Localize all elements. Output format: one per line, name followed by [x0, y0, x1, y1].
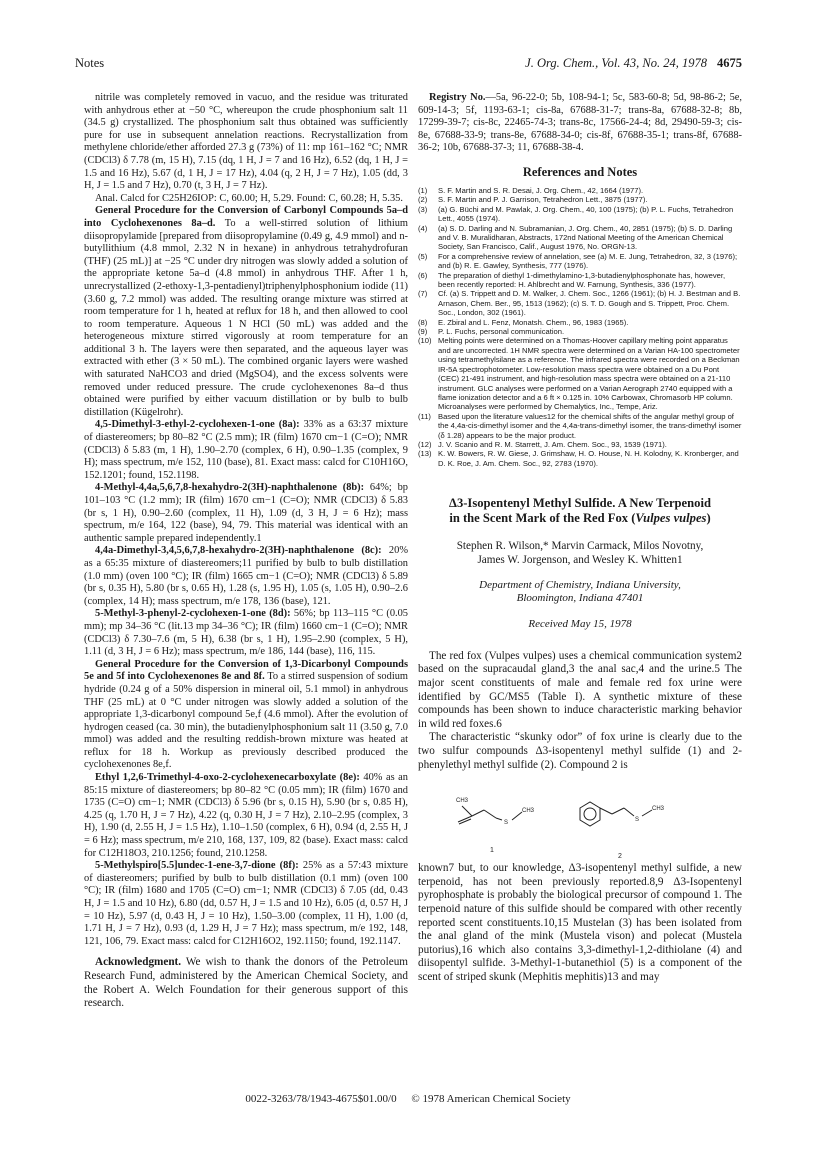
- structure-drawing: [418, 778, 742, 858]
- text-compound-8b: 64%; bp 101–103 °C (1.2 mm); IR (film) 1670 cm−1 (C=O); NMR (CDCl3) δ 5.83 (br s, 1 H), 0.90–2.60 (complex, 11 H), 1.09 (d, 3 H, J = 6 Hz); mass spectrum, m/e 164, 122 (base), 94, 79. This material was identical with an authentic sample prepared independently.1: [84, 482, 408, 544]
- heading-compound-8c: 4,4a-Dimethyl-3,4,5,6,7,8-hexahydro-2(3H)-naphthalenone (8c):: [95, 545, 382, 557]
- reference-text: K. W. Bowers, R. W. Giese, J. Grimshaw, H. O. House, N. H. Kolodny, K. Kronberger, and D. K. Roe, J. Am. Chem. Soc., 92, 2783 (1970).: [438, 449, 739, 468]
- reference-item: [418, 336, 742, 411]
- reference-number: (8): [418, 317, 428, 327]
- reference-number: (10): [418, 336, 432, 346]
- reference-text: Melting points were determined on a Thomas-Hoover capillary melting point apparatus and are uncorrected. 1H NMR spectra were determined on a Varian HA-100 spectrometer using tetramethylsilane as a reference. The infrared spectra were recorded on a Beckman IR-5A spectrophotometer. Low-resolution mass spectra were obtained on a Du Pont (CEC) 21-491 instrument, and high-resolution mass spectra were obtained on a 21-110 instrument. GLC analyses were performed on a Varian Aerograph 2740 equipped with a flame ionization detector and a 6 ft × 0.125 in. 10% Carbowax, Chromasorb HP column. Microanalyses were performed by Chemalytics, Inc., Tempe, Ariz.: [438, 336, 740, 412]
- reference-text: (a) G. Büchi and M. Pawlak, J. Org. Chem., 40, 100 (1975); (b) P. L. Fuchs, Tetrahedron Lett., 4055 (1974).: [438, 204, 734, 224]
- paragraph-compound-8f: [84, 860, 408, 948]
- title-species: Vulpes vulpes: [635, 511, 707, 526]
- reference-text: E. Zbiral and L. Fenz, Monatsh. Chem., 96, 1983 (1965).: [438, 317, 629, 327]
- affiliation-line-1: Department of Chemistry, Indiana University,: [479, 578, 681, 591]
- text-compound-8a: 33% as a 63:37 mixture of diastereomers; bp 80–82 °C (2.5 mm); IR (film) 1670 cm−1 (C=O); NMR (CDCl3) δ 5.83 (m, 1 H), 1.90–2.70 (complex, 6 H), 0.90–1.35 (complex, 9 H); mass spectrum, m/e 152, 110 (base), 81. Exact mass: calcd for C10H16O, 152.1201; found, 152.1198.: [84, 419, 409, 481]
- reference-number: (3): [418, 204, 428, 214]
- reference-number: (4): [418, 223, 428, 233]
- paragraph-general-procedure-dicarbonyl: [84, 659, 408, 772]
- reference-number: (9): [418, 327, 428, 337]
- footer-copyright: © 1978 American Chemical Society: [411, 1093, 571, 1105]
- header-section-label: Notes: [75, 56, 105, 70]
- heading-compound-8e: Ethyl 1,2,6-Trimethyl-4-oxo-2-cyclohexenecarboxylate (8e):: [95, 772, 360, 784]
- heading-acknowledgment: Acknowledgment.: [95, 956, 182, 969]
- heading-compound-8d: 5-Methyl-3-phenyl-2-cyclohexen-1-one (8d):: [95, 608, 291, 620]
- text-general-procedure-carbonyl: To a well-stirred solution of lithium diisopropylamide [prepared from diisopropylamine (0.49 g, 4.9 mmol) and n-butyllithium (4.8 mmol, 2.32 N in hexane) in anhydrous tetrahydrofuran (THF) (25 mL)] at −25 °C under dry nitrogen was slowly added a solution of the appropriate ketone 5a–d (4.8 mmol) in anhydrous THF. After 1 h, unrecrystallized (2-ethoxy-1,3-pentadienyl)triphenylphosphonium iodide (11) (3.60 g, 7.2 mmol) was added. The resulting orange mixture was stirred at room temperature for 1 h, heated at reflux for 18 h, and then allowed to cool to room temperature. Aqueous 1 N HCl (50 mL) was added and the heterogeneous mixture stirred vigorously at room temperature for an additional 3 h. The layers were then separated, and the aqueous layer was extracted with ether (3 × 50 mL). The combined organic layers were washed with saturated NaHCO3 and dried (MgSO4), and the excess solvents were removed under reduced pressure. The crude cyclohexenones 8a–d thus obtained were purified by either vacuum distillation or by bulb to bulb distillation (Kügelrohr).: [84, 217, 408, 418]
- paragraph-intro-3: known7 but, to our knowledge, Δ3-isopentenyl methyl sulfide, a new terpenoid, has not been previously reported.8,9 Δ3-Isopentenyl pyrophosphate is probably the biological precursor of compound 1. The terpenoid nature of this sulfide should be compared with other recently reported scent constituents.10,15 Mustelan (3) has been isolated from the anal gland of the mink (Mustela vison) and polecat (Mustela putorius),16 which also contains 3,3-dimethyl-1,2-dithiolane (4) and diisopentyl sulfide. 3-Methyl-1-butanethiol (5) is a component of the scent of striped skunk (Mephitis mephitis)13 and may: [418, 862, 742, 983]
- reference-item: [418, 327, 742, 336]
- right-column: [418, 92, 742, 984]
- heading-registry-numbers: Registry No.: [429, 92, 486, 103]
- reference-text: The preparation of diethyl 1-dimethylamino-1,3-butadienylphosphonate has, however, been recently reported: H. Ahlbrecht and W. Farnung, Synthesis, 336 (1977).: [438, 270, 726, 290]
- affiliation-line-2: Bloomington, Indiana 47401: [516, 592, 644, 605]
- text-registry-numbers: —5a, 96-22-0; 5b, 108-94-1; 5c, 583-60-8; 5d, 98-86-2; 5e, 609-14-3; 5f, 1193-63-1; cis-8a, 67688-31-7; trans-8a, 67688-32-8; 8b, 17299-39-7; cis-8c, 22465-74-3; trans-8c, 17566-24-4; 8d, 29490-59-3; cis-8e, 67688-33-9; trans-8e, 67688-34-0; cis-8f, 67688-35-1; trans-8f, 67688-36-2; 10b, 67688-37-3; 11, 67688-38-4.: [418, 92, 742, 154]
- text-compound-8e: 40% as an 85:15 mixture of diastereomers; bp 80–82 °C (0.05 mm); IR (film) 1670 and 1735 (C=O) cm−1; NMR (CDCl3) δ 5.96 (br s, 0.15 H), 5.90 (br s, 0.85 H), 4.25 (q, 1.70 H, J = 7 Hz), 4.22 (q, 0.30 H, J = 7 Hz), 2.10–2.95 (complex, 3 H), 1.90 (d, 2.55 H, J = 1.5 Hz), 1.10–1.50 (complex, 6 H), 0.94 (d, 2.55 H, J = 6 Hz); mass spectrum, m/e 210, 168, 137, 109, 82 (base). Exact mass: calcd for C12H18O3, 210.1256; found, 210.1258.: [84, 772, 408, 859]
- reference-number: (6): [418, 270, 428, 280]
- paragraph-intro-1: The red fox (Vulpes vulpes) uses a chemical communication system2 based on the supracaudal gland,3 the anal sac,4 and the urine.5 The major scent constituents of male and female red fox urine were identified by GC/MS5 (Table I). A synthetic mixture of these compounds has been shown to induce characteristic marking behavior in wild red foxes.6: [418, 649, 742, 730]
- page-footer: [0, 1093, 816, 1105]
- reference-item: [418, 412, 742, 440]
- reference-text: For a comprehensive review of annelation, see (a) M. E. Jung, Tetrahedron, 32, 3 (1976); and (b) R. E. Gawley, Synthesis, 777 (1976).: [438, 251, 738, 271]
- reference-number: (13): [418, 449, 432, 459]
- text-compound-8d: 56%; bp 113–115 °C (0.05 mm); mp 34–36 °C (lit.13 mp 34–36 °C); IR (film) 1660 cm−1 (C=O); NMR (CDCl3) δ 7.30–7.6 (m, 5 H), 6.38 (br s, 1 H), 1.95–2.90 (complex, 5 H), 1.11 (d, 3 H, J = 6 Hz); mass spectrum, m/e 186, 144 (base), 116, 115.: [84, 608, 409, 658]
- paragraph-analysis: Anal. Calcd for C25H26IOP: C, 60.00; H, 5.29. Found: C, 60.28; H, 5.35.: [95, 192, 403, 204]
- reference-item: [418, 224, 742, 252]
- footer-code: 0022-3263/78/1943-4675$01.00/0: [245, 1093, 397, 1105]
- references-list: [418, 186, 742, 468]
- authors-line-2: James W. Jorgenson, and Wesley K. Whitten1: [477, 553, 683, 566]
- heading-compound-8b: 4-Methyl-4,4a,5,6,7,8-hexahydro-2(3H)-naphthalenone (8b):: [95, 482, 365, 494]
- title-part-a: in the Scent Mark of the Red Fox (: [449, 511, 636, 526]
- reference-number: (1): [418, 185, 428, 195]
- reference-text: P. L. Fuchs, personal communication.: [438, 327, 565, 337]
- compound-1-s-methyl-label: CH3: [522, 808, 535, 815]
- reference-item: [418, 318, 742, 327]
- reference-text: J. V. Scanio and R. M. Starrett, J. Am. Chem. Soc., 93, 1539 (1971).: [438, 439, 667, 449]
- reference-number: (5): [418, 251, 428, 261]
- reference-item: [418, 205, 742, 224]
- received-date: Received May 15, 1978: [528, 617, 632, 630]
- affiliation: [418, 579, 742, 606]
- compound-2-methyl-label: CH3: [652, 806, 665, 813]
- text-compound-8c: 20% as a 65:35 mixture of diastereomers;11 purified by bulb to bulb distillation (1.0 mm) (oven 100 °C); IR (film) 1665 cm−1 (C=O); NMR (CDCl3) δ 5.89 (br s, 0.35 H), 5.80 (br s, 0.65 H), 1.28 (s, 1.95 H), 1.05 (s, 1.05 H), 0.90–2.6 (complex, 14 H); mass spectrum, m/e 178, 136 (base), 121.: [84, 545, 408, 607]
- chemical-structures: [418, 778, 742, 858]
- text-general-procedure-dicarbonyl: To a stirred suspension of sodium hydride (0.24 g of a 50% dispersion in mineral oil, 5.1 mmol) in anhydrous THF (25 mL) at 0 °C under nitrogen was slowly added a solution of the appropriate 1,3-dicarbonyl compound 5e,f (4.6 mmol). After the evolution of hydrogen ceased (ca. 30 min), the butadienylphosphonium salt 11 (3.50 g, 7.0 mmol) was added and the resulting reddish-brown mixture was heated at reflux for 18 h. Workup as previously described produced the cyclohexenones 8e,f.: [84, 671, 408, 771]
- heading-general-procedure-carbonyl: General Procedure for the Conversion of Carbonyl Compounds 5a–d into Cyclohexenones 8a–d.: [84, 205, 408, 229]
- paragraph-compound-8d: [84, 608, 408, 658]
- paragraph-acknowledgment: [84, 956, 408, 1010]
- reference-number: (7): [418, 289, 428, 299]
- paragraph-compound-8c: [84, 545, 408, 608]
- reference-item: [418, 289, 742, 317]
- compound-2-sulfur-label: S: [635, 817, 640, 824]
- compound-1-sulfur-label: S: [504, 820, 509, 827]
- article-title-line-2: [418, 511, 742, 526]
- article-title-line-1: Δ3-Isopentenyl Methyl Sulfide. A New Terpenoid: [449, 496, 711, 511]
- page-header: [75, 56, 742, 76]
- reference-text: Based upon the literature values12 for the chemical shifts of the angular methyl group of the 4,4a-cis-dimethyl isomer and the 4,4a-trans-dimethyl isomer, the trans-dimethyl isomer (δ 1.28) appears to be the major product.: [438, 411, 742, 440]
- header-journal-citation: [525, 56, 742, 71]
- left-column: [84, 92, 408, 1011]
- reference-text: Cf. (a) S. Trippett and D. M. Walker, J. Chem. Soc., 1266 (1961); (b) H. J. Bestman and B. Arnason, Chem. Ber., 95, 1513 (1962); (c) S. T. D. Gough and S. Trippett, Proc. Chem. Soc., London, 302 (1961).: [438, 289, 741, 318]
- compound-1-number: 1: [490, 847, 494, 855]
- compound-2-number: 2: [618, 853, 622, 859]
- references-heading: References and Notes: [522, 164, 638, 179]
- heading-compound-8a: 4,5-Dimethyl-3-ethyl-2-cyclohexen-1-one (8a):: [95, 419, 300, 431]
- text-acknowledgment: We wish to thank the donors of the Petroleum Research Fund, administered by the American Chemical Society, and the Robert A. Welch Foundation for their generous support of this research.: [84, 956, 408, 1010]
- heading-compound-8f: 5-Methylspiro[5.5]undec-1-ene-3,7-dione (8f):: [95, 860, 299, 872]
- reference-text: S. F. Martin and S. R. Desai, J. Org. Chem., 42, 1664 (1977).: [438, 185, 644, 195]
- paragraph-compound-8a: [84, 419, 408, 482]
- reference-item: [418, 195, 742, 204]
- header-journal-name: J. Org. Chem., Vol. 43, No. 24, 1978: [525, 56, 707, 70]
- reference-item: [418, 252, 742, 271]
- authors-line-1: Stephen R. Wilson,* Marvin Carmack, Milos Novotny,: [456, 540, 704, 553]
- author-list: [418, 540, 742, 567]
- reference-number: (11): [418, 411, 431, 421]
- paragraph-compound-8b: [84, 482, 408, 545]
- compound-1-methyl-label: CH3: [456, 798, 469, 805]
- structure-compound-2: [580, 802, 652, 826]
- paragraph-intro-2: The characteristic “skunky odor” of fox urine is clearly due to the two sulfur compounds Δ3-isopentenyl methyl sulfide (1) and 2-phenylethyl methyl sulfide (2). Compound 2 is: [418, 731, 742, 771]
- reference-number: (12): [418, 439, 432, 449]
- reference-number: (2): [418, 195, 428, 205]
- text-compound-8f: 25% as a 57:43 mixture of diastereomers; purified by bulb to bulb distillation (0.1 mm) (oven 100 °C); IR (film) 1680 and 1705 (C=O) cm−1; NMR (CDCl3) δ 7.05 (dd, 0.43 H, J = 1.5 and 10 Hz), 6.80 (dd, 0.57 H, J = 1.5 and 10 Hz), 6.05 (d, 0.57 H, J = 10 Hz), 5.97 (d, 0.43 H, J = 10 Hz), 1.50–3.00 (complex, 11 H), 1.00 (d, 1.71 H, J = 7 Hz), 0.93 (d, 1.29 H, J = 7 Hz); mass spectrum, m/e 192, 148, 121, 106, 79. Exact mass: calcd for C12H16O2, 192.1150; found, 192.1147.: [84, 860, 409, 947]
- article-title: [418, 496, 742, 526]
- paragraph-general-procedure-carbonyl: [84, 205, 408, 419]
- reference-item: [418, 186, 742, 195]
- paragraph-registry-numbers: [418, 92, 742, 155]
- paragraph-compound-8e: [84, 772, 408, 860]
- reference-text: (a) S. D. Darling and N. Subramanian, J. Org. Chem., 40, 2851 (1975); (b) S. D. Darling and V. B. Muralidharan, Abstracts, 172nd National Meeting of the American Chemical Society, San Francisco, Calif., August 1976, No. ORGN-13.: [438, 223, 733, 252]
- paragraph-phosphonium-salt: nitrile was completely removed in vacuo, and the residue was triturated with anhydrous ether at −50 °C, whereupon the crude phosphonium salt 11 (34.5 g) crystallized. The phosphonium salt thus obtained was sufficiently pure for use in subsequent annelation reactions. Recrystallization from methylene chloride/ether afforded 27.3 g (73%) of 11: mp 161–162 °C; NMR (CDCl3) δ 7.78 (m, 15 H), 7.15 (dq, 1 H, J = 7 and 16 Hz), 6.52 (dq, 1 H, J = 1.5 and 16 Hz), 5.67 (d, 1 H, J = 17 Hz), 4.04 (q, 2 H, J = 7 Hz), 1.05 (dd, 3 H, J = 1.5 and 7 Hz), 0.70 (t, 3 H, J = 7 Hz).: [84, 92, 408, 192]
- reference-item: [418, 271, 742, 290]
- reference-item: [418, 449, 742, 468]
- title-part-c: ): [706, 511, 711, 526]
- reference-text: S. F. Martin and P. J. Garrison, Tetrahedron Lett., 3875 (1977).: [438, 195, 648, 205]
- reference-item: [418, 440, 742, 449]
- header-page-number: 4675: [717, 56, 742, 70]
- heading-general-procedure-dicarbonyl: General Procedure for the Conversion of 1,3-Dicarbonyl Compounds 5e and 5f into Cyclohexenones 8e and 8f.: [84, 658, 408, 683]
- structure-compound-1: [458, 806, 522, 827]
